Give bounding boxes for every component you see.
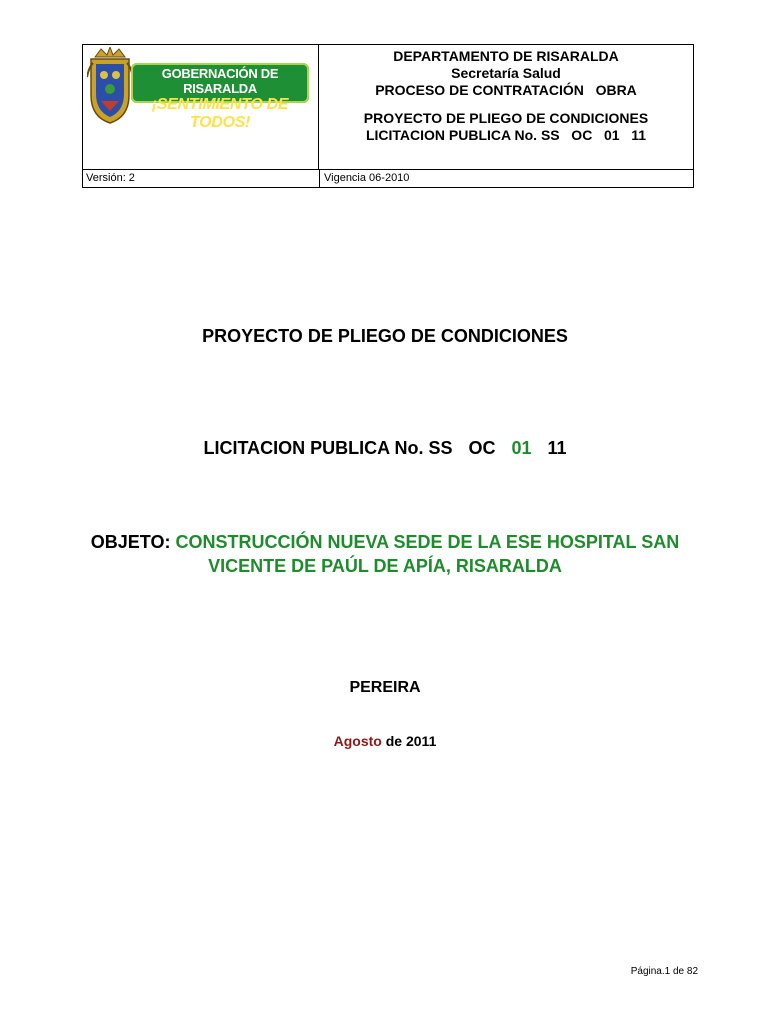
coat-of-arms-icon [87,47,133,125]
banner-line1: GOBERNACIÓN DE RISARALDA [161,66,279,96]
document-date [0,733,770,749]
licitacion-year: 11 [547,438,567,458]
header-line-secretaria: Secretaría Salud [451,65,561,81]
licitacion-oc: OC [468,438,496,458]
objeto-label: OBJETO: [90,532,171,552]
date-rest: de 2011 [385,733,437,749]
header-line-proceso: PROCESO DE CONTRATACIÓN OBRA [375,82,637,98]
document-header [82,44,694,188]
page-number: Página.1 de 82 [630,966,698,977]
header-titles [319,45,693,169]
city-label: PEREIRA [349,679,421,696]
header-line-department: DEPARTAMENTO DE RISARALDA [393,48,619,64]
licitacion-prefix: LICITACION PUBLICA No. SS [203,438,453,458]
header-line-proyecto: PROYECTO DE PLIEGO DE CONDICIONES [363,110,649,126]
objeto-text-line1: CONSTRUCCIÓN NUEVA SEDE DE LA ESE HOSPITAL SAN [175,532,680,552]
date-month: Agosto [333,733,382,749]
objeto-block [0,530,770,578]
header-line-licitacion: LICITACION PUBLICA No. SS OC 01 11 [365,127,647,143]
header-footer-row [83,169,693,187]
objeto-line1 [0,530,770,554]
logo-cell [83,45,319,169]
version-label: Versión: 2 [86,172,135,184]
objeto-text-line2: VICENTE DE PAÚL DE APÍA, RISARALDA [208,556,562,576]
vigencia-label: Vigencia 06-2010 [319,170,409,187]
licitacion-number: 01 [511,438,532,458]
banner-line2: ¡SENTIMIENTO DE TODOS! [151,96,289,131]
gobernacion-banner [131,63,309,131]
licitacion-line [0,438,770,459]
document-title: PROYECTO DE PLIEGO DE CONDICIONES [202,326,568,346]
